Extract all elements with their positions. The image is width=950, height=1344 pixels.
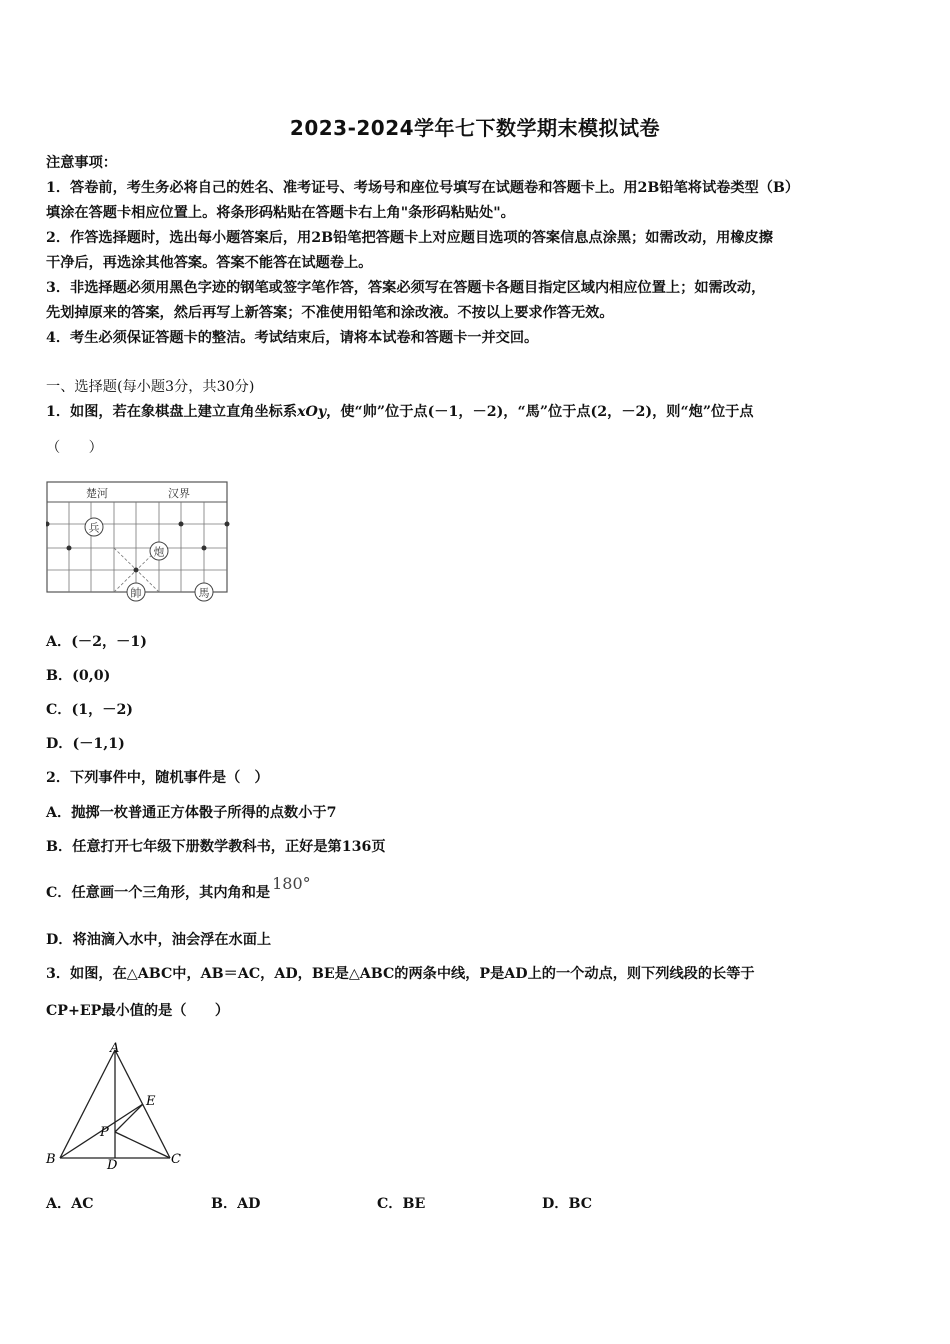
- notice-line-2: 填涂在答题卡相应位置上。将条形码粘贴在答题卡右上角"条形码粘贴处"。: [46, 205, 515, 221]
- q1-stem-a: 1．如图，若在象棋盘上建立直角坐标系: [46, 404, 298, 420]
- river-right-text: 汉界: [168, 487, 190, 500]
- q3-option-d: D．BC: [542, 1196, 593, 1212]
- piece-ma-text: 馬: [198, 586, 210, 600]
- piece-pao-text: 炮: [153, 545, 165, 559]
- q2-option-b: B．任意打开七年级下册数学教科书，正好是第136页: [46, 839, 386, 855]
- label-d: D: [107, 1158, 118, 1173]
- piece-bing: [85, 518, 103, 536]
- notice-line-1: 1．答卷前，考生务必将自己的姓名、准考证号、考场号和座位号填写在试题卷和答题卡上。用2B铅笔将试卷类型（B）: [46, 180, 800, 196]
- piece-ma: [195, 583, 213, 601]
- q3-stem-line1: 3．如图，在△ABC中，AB＝AC，AD，BE是△ABC的两条中线，P是AD上的一个动点，则下列线段的长等于: [46, 966, 755, 982]
- q1-chessboard-figure: [46, 480, 230, 606]
- q1-stem-b: ，使“帅”位于点(－1，－2)，“馬”位于点(2，－2)，则“炮”位于点: [326, 404, 754, 420]
- q2-option-c-text: C．任意画一个三角形，其内角和是: [46, 885, 271, 901]
- board-grid: [47, 502, 227, 592]
- notice-line-7: 4．考生必须保证答题卡的整洁。考试结束后，请将本试卷和答题卡一并交回。: [46, 330, 539, 346]
- board-border: [47, 482, 227, 592]
- section-heading: 一、选择题(每小题3分，共30分): [46, 379, 255, 395]
- q2-option-c: [46, 874, 311, 902]
- q1-stem-var: xOy: [297, 404, 327, 420]
- q1-option-a: A．(－2，－1): [46, 634, 147, 650]
- notice-line-5: 3．非选择题必须用黑色字迹的钢笔或签字笔作答，答案必须写在答题卡各题目指定区域内相应位置上；如需改动，: [46, 280, 766, 296]
- river-left-text: 楚河: [86, 487, 108, 500]
- label-b: B: [46, 1152, 56, 1167]
- side-ab: [60, 1050, 115, 1158]
- q1-stem: [46, 401, 754, 421]
- q1-option-c: C．(1，－2): [46, 702, 134, 718]
- piece-shuai-text: 帥: [130, 586, 142, 600]
- q3-option-b: B．AD: [211, 1196, 261, 1212]
- q3-triangle-figure: [40, 1036, 190, 1176]
- label-a: A: [110, 1041, 120, 1056]
- q2-option-c-value: 180°: [272, 874, 311, 893]
- segment-pc: [115, 1132, 170, 1158]
- page-title: 2023-2024学年七下数学期末模拟试卷: [289, 116, 661, 140]
- piece-bing-text: 兵: [88, 521, 100, 535]
- q2-option-a: A．抛掷一枚普通正方体骰子所得的点数小于7: [46, 805, 337, 821]
- notice-heading: 注意事项：: [46, 155, 117, 171]
- q1-option-b: B．(0,0): [46, 668, 111, 684]
- q3-option-c: C．BE: [377, 1196, 426, 1212]
- label-e: E: [146, 1094, 156, 1109]
- label-c: C: [171, 1152, 181, 1167]
- q2-stem: 2．下列事件中，随机事件是（ ）: [46, 770, 269, 786]
- label-p: P: [100, 1125, 109, 1140]
- notice-line-3: 2．作答选择题时，选出每小题答案后，用2B铅笔把答题卡上对应题目选项的答案信息点涂黑；如需改动，用橡皮擦: [46, 230, 773, 246]
- q1-option-d: D．(－1,1): [46, 736, 125, 752]
- q2-option-d: D．将油滴入水中，油会浮在水面上: [46, 932, 272, 948]
- piece-pao: [150, 542, 168, 560]
- segment-pe: [115, 1104, 143, 1132]
- board-dots: [46, 522, 230, 573]
- q1-paren: （ ）: [46, 440, 103, 456]
- piece-shuai: [127, 583, 145, 601]
- q3-option-a: A．AC: [46, 1196, 94, 1212]
- notice-line-6: 先划掉原来的答案，然后再写上新答案；不准使用铅笔和涂改液。不按以上要求作答无效。: [46, 305, 614, 321]
- notice-line-4: 干净后，再选涂其他答案。答案不能答在试题卷上。: [46, 255, 373, 271]
- q3-stem-line2: CP+EP最小值的是（ ）: [46, 1003, 230, 1019]
